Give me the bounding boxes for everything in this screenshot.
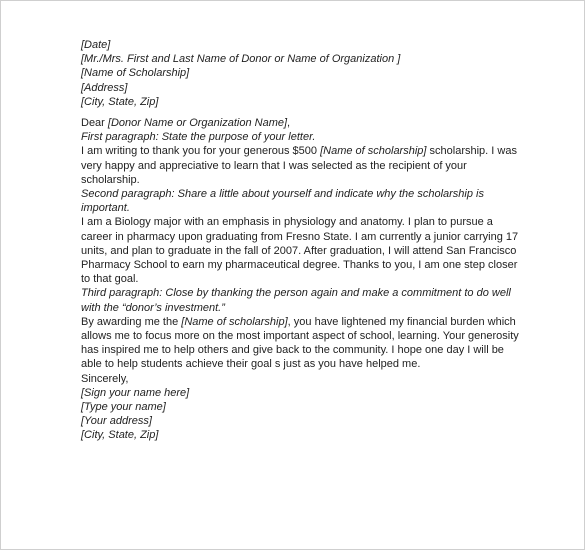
scholarship-name-inline: [Name of scholarship] [320, 145, 427, 158]
sender-city-state-zip: [City, State, Zip] [81, 429, 159, 442]
paragraph-3: By awarding me the [Name of scholarship], you have lightened my financial burden which allows me to focus more on the most important aspect of school, learning. Your generosity has inspired me to help others and give back to the community. I hope one day I will be able to help students achieve their goal s just as you have helped me. [81, 315, 519, 371]
first-paragraph-instruction: First paragraph: State the purpose of your letter. [81, 131, 316, 144]
letter-body [81, 38, 521, 443]
paragraph-2: I am a Biology major with an emphasis in physiology and anatomy. I plan to pursue a career in pharmacy upon graduating from Fresno State. I am currently a junior carrying 17 units, and plan to graduate in the fall of 2007. After graduation, I will attend San Francisco Pharmacy School to earn my pharmaceutical degree. Thanks to you, I am one step closer to that goal. [81, 216, 519, 286]
signature-placeholder: [Sign your name here] [81, 386, 190, 399]
recipient-city-state-zip: [City, State, Zip] [81, 95, 159, 108]
scholarship-name: [Name of Scholarship] [81, 67, 190, 80]
recipient-name: [Mr./Mrs. First and Last Name of Donor or Name of Organization ] [81, 53, 401, 66]
second-paragraph-instruction: Second paragraph: Share a little about yourself and indicate why the scholarship is important. [81, 188, 484, 215]
sender-address: [Your address] [81, 415, 152, 428]
closing: Sincerely, [81, 372, 129, 385]
recipient-address-block [81, 52, 521, 109]
paragraph-1: I am writing to thank you for your generous $500 [Name of scholarship] scholarship. I was very happy and appreciative to learn that I was selected as the recipient of your scholarship. [81, 145, 517, 186]
salutation-name: [Donor Name or Organization Name] [107, 117, 288, 130]
sender-name: [Type your name] [81, 401, 166, 414]
date-placeholder: [Date] [81, 39, 111, 51]
scholarship-name-inline: [Name of scholarship] [181, 315, 288, 328]
sender-block [81, 400, 521, 443]
third-paragraph-instruction: Third paragraph: Close by thanking the person again and make a commitment to do well with the “donor’s investment.” [81, 287, 511, 314]
recipient-address: [Address] [81, 81, 128, 94]
salutation: Dear [Donor Name or Organization Name], [81, 117, 291, 130]
